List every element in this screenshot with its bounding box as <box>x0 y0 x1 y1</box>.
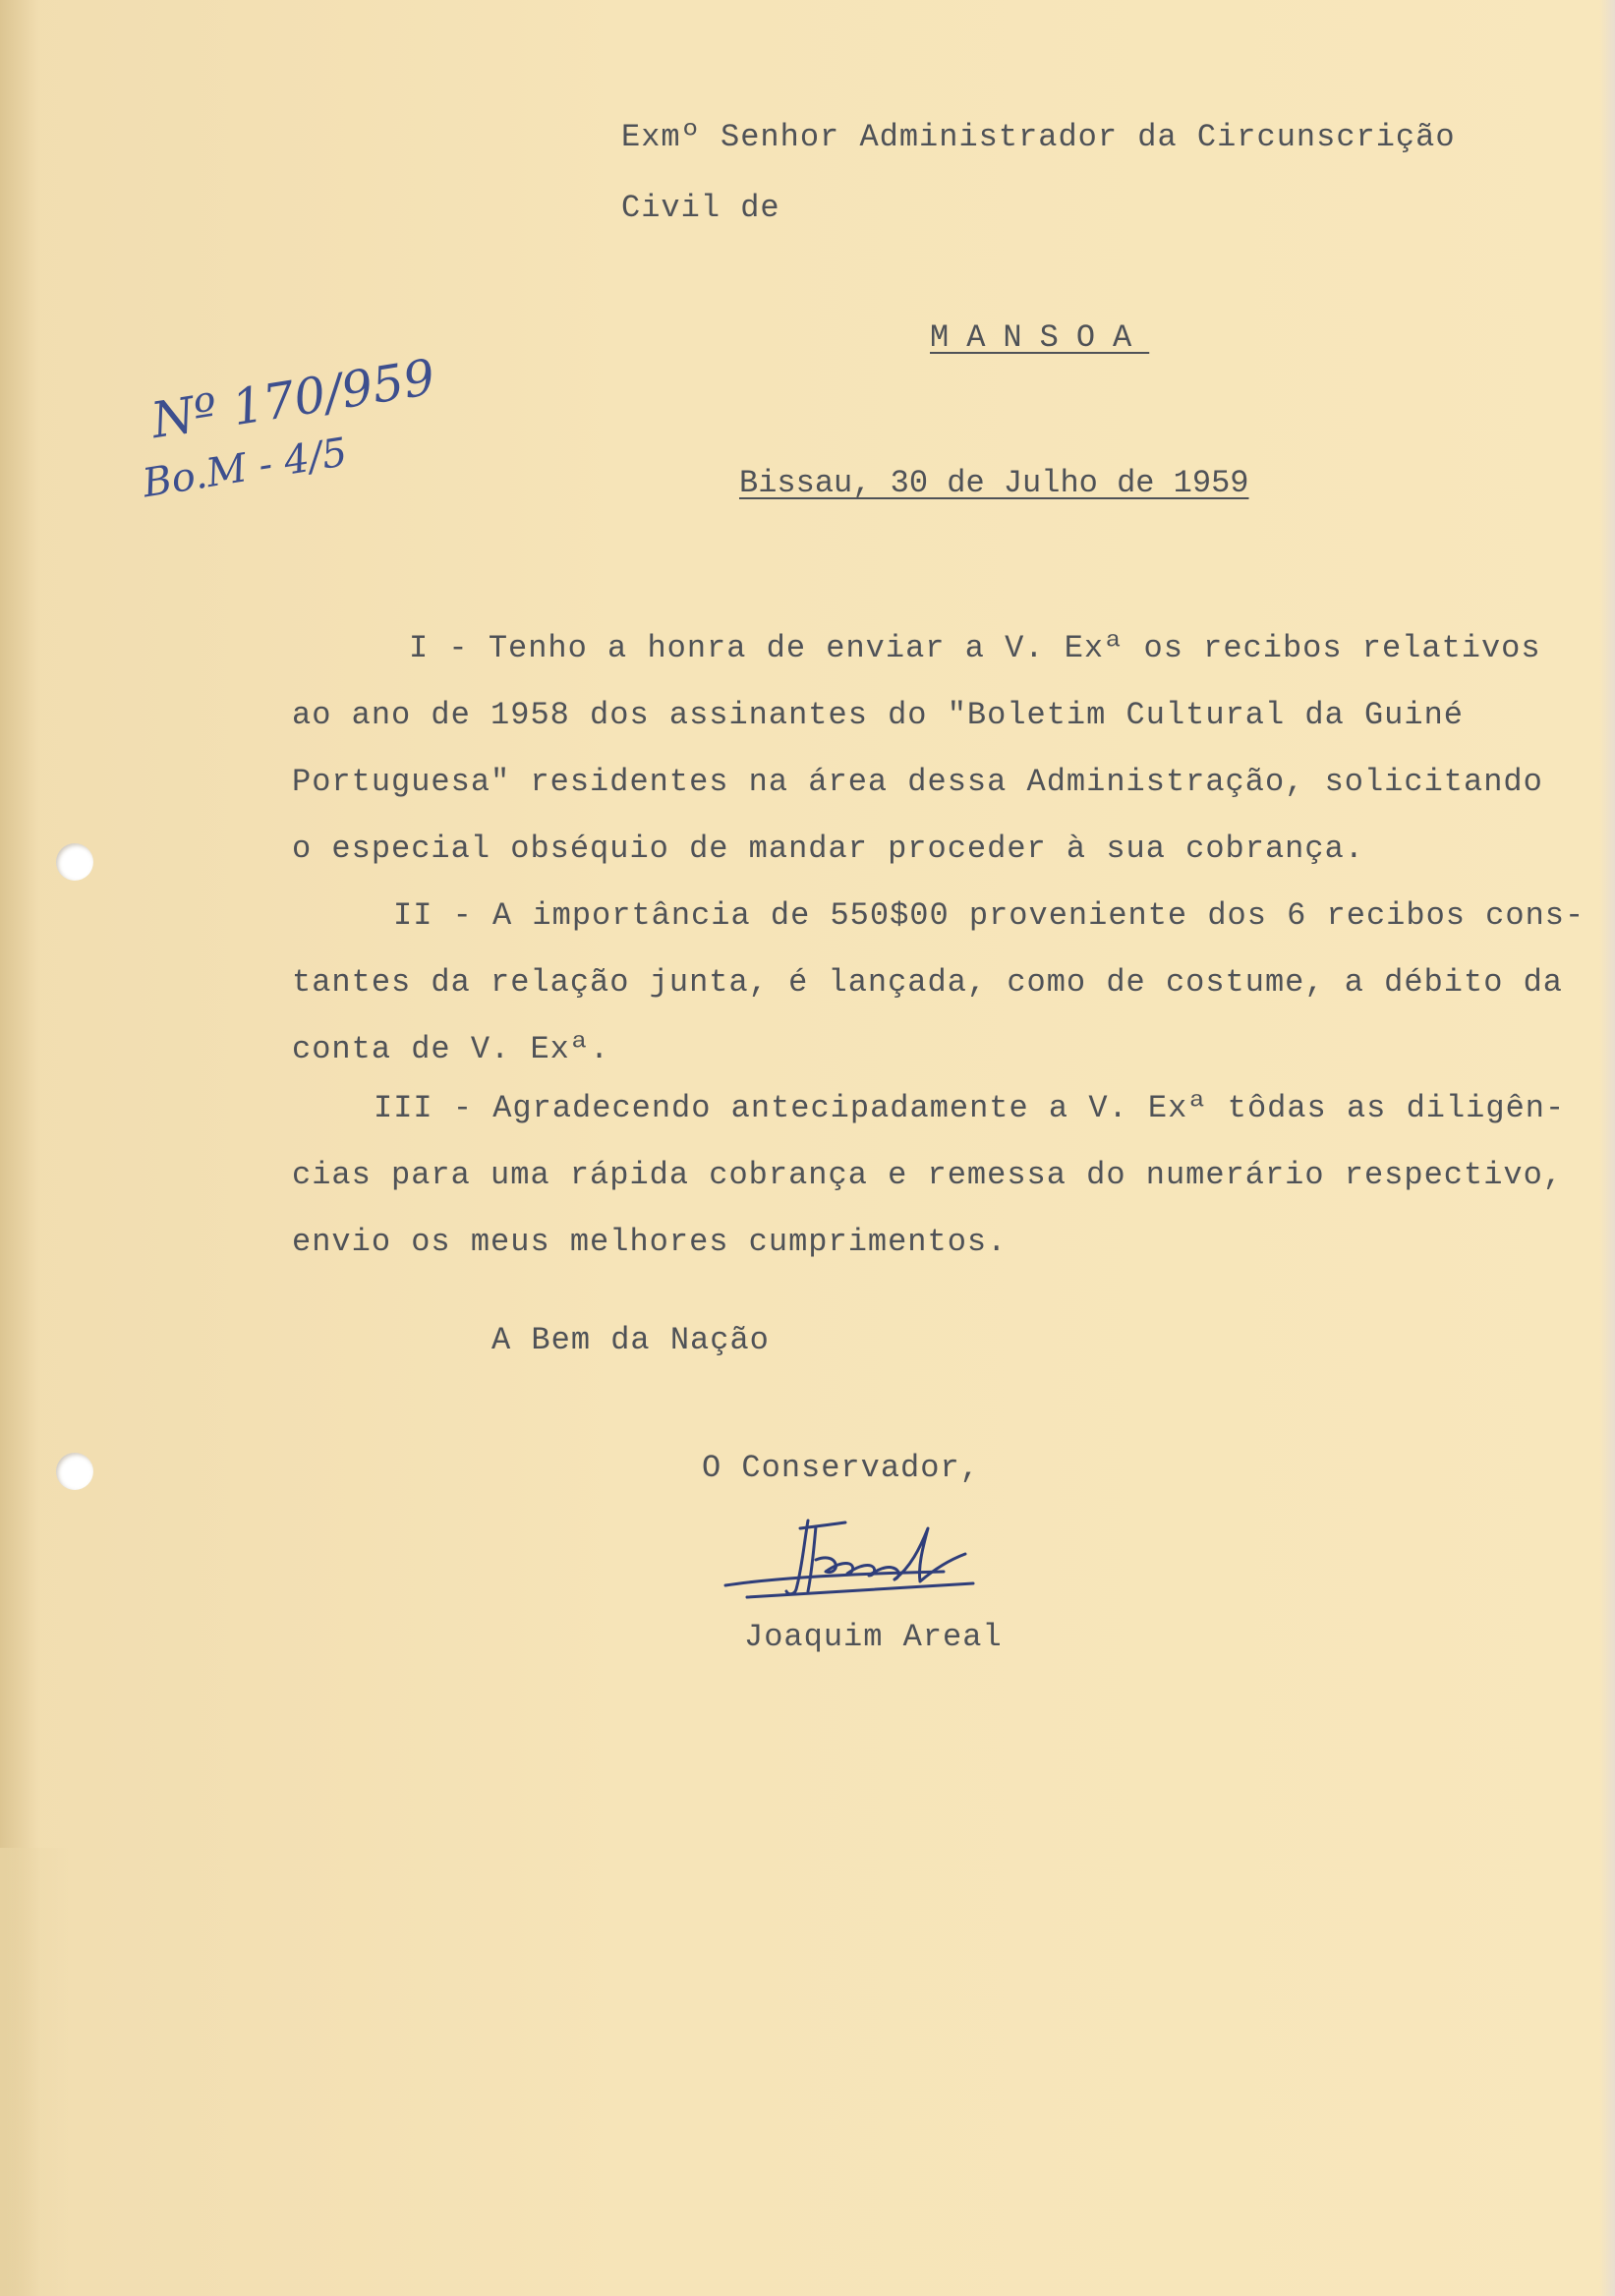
paragraph-1-line-2: ao ano de 1958 dos assinantes do "Boletim Cultural da Guiné <box>292 697 1464 733</box>
address-place: MANSOA <box>930 319 1150 356</box>
paragraph-1-line-3: Portuguesa" residentes na área dessa Administração, solicitando <box>292 764 1543 800</box>
paragraph-1-line-1: I - Tenho a honra de enviar a V. Exª os recibos relativos <box>409 630 1541 666</box>
date-line: Bissau, 30 de Julho de 1959 <box>739 465 1249 501</box>
paragraph-2-line-2: tantes da relação junta, é lançada, como de costume, a débito da <box>292 964 1563 1001</box>
signer-title: O Conservador, <box>702 1450 980 1486</box>
punch-hole-upper <box>56 843 93 881</box>
paragraph-3-line-1: III - Agradecendo antecipadamente a V. Exª tôdas as diligên- <box>374 1090 1566 1126</box>
paragraph-3-line-3: envio os meus melhores cumprimentos. <box>292 1224 1008 1260</box>
signer-name: Joaquim Areal <box>744 1619 1003 1655</box>
paper-fold <box>0 1848 69 2296</box>
address-line-2: Civil de <box>621 190 780 226</box>
paragraph-1-line-4: o especial obséquio de mandar proceder à sua cobrança. <box>292 831 1364 867</box>
paragraph-2-line-3: conta de V. Exª. <box>292 1031 610 1067</box>
handwritten-reference: Bo.M - 4/5 <box>140 430 351 507</box>
paper-edge-right <box>1599 0 1615 2296</box>
handwritten-signature <box>718 1499 1032 1607</box>
punch-hole-lower <box>56 1453 93 1490</box>
address-line-1: Exmº Senhor Administrador da Circunscrição <box>621 119 1456 155</box>
handwritten-number: Nº 170/959 <box>147 348 439 450</box>
paragraph-2-line-1: II - A importância de 550$00 proveniente dos 6 recibos cons- <box>393 897 1586 934</box>
closing-salutation: A Bem da Nação <box>491 1322 770 1358</box>
paragraph-3-line-2: cias para uma rápida cobrança e remessa do numerário respectivo, <box>292 1157 1563 1193</box>
